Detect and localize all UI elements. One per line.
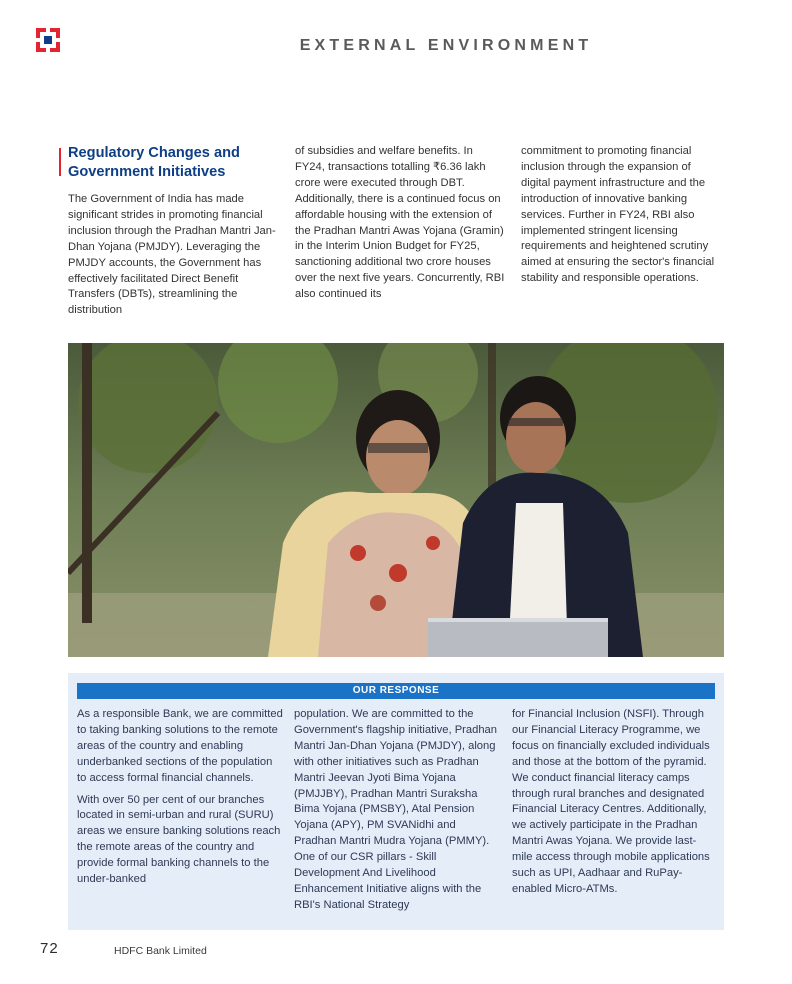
article-column-3 <box>521 144 721 287</box>
response-paragraph: population. We are committed to the Government's flagship initiative, Pradhan Mantri Jan-Dhan Yojana (PMJDY), along with other initiatives such as Pradhan Mantri Jeevan Jyoti Bima Yojana (PMJJBY), Pradhan Mantri Suraksha Bima Yojana (PMSBY), Atal Pension Yojana (APY), PM SVANidhi and Pradhan Mantri Mudra Yojana (PMMY). One of our CSR pillars - Skill Development And Livelihood Enhancement Initiative aligns with the RBI's National Strategy <box>294 708 497 911</box>
response-column-1 <box>77 707 283 888</box>
page-number: 72 <box>40 940 59 957</box>
article-column-1 <box>68 192 280 319</box>
article-title: Regulatory Changes and Government Initiatives <box>68 145 240 180</box>
article-paragraph: of subsidies and welfare benefits. In FY24, transactions totalling ₹6.36 lakh crore were executed through DBT. Additionally, there is a continued focus on affordable housing with the extension of the Pradhan Mantri Awas Yojana (Gramin) in the Interim Union Budget for FY25, sanctioning additional two crore houses over the next five years. Concurrently, RBI also continued its <box>295 145 505 301</box>
response-paragraph: for Financial Inclusion (NSFI). Through our Financial Literacy Programme, we focus on financially excluded individuals and those at the bottom of the pyramid. We conduct financial literacy camps through rural branches and designated Financial Literacy Centres. Additionally, we actively participate in the Pradhan Mantri Awas Yojana. We provide last-mile access through mobile applications such as UPI, Aadhaar and RuPay-enabled Micro-ATMs. <box>512 708 710 895</box>
section-title: EXTERNAL ENVIRONMENT <box>299 37 593 54</box>
article-paragraph: commitment to promoting financial inclusion through the expansion of digital payment infrastructure and the introduction of innovative banking services. Further in FY24, RBI also implemented stringent licensing requirements and heightened scrutiny aimed at ensuring the sector's financial stability and responsible operations. <box>521 145 715 285</box>
response-column-3 <box>512 707 716 898</box>
our-response-box <box>68 673 724 930</box>
footer-company-name: HDFC Bank Limited <box>114 945 207 957</box>
response-paragraph: As a responsible Bank, we are committed to taking banking solutions to the remote areas of the country and enabling underbanked sections of the population to access formal financial channels. <box>77 708 283 784</box>
title-accent-bar <box>59 148 61 176</box>
our-response-banner: OUR RESPONSE <box>77 683 715 699</box>
photo-two-women-laptop <box>68 343 724 657</box>
article-paragraph: The Government of India has made significant strides in promoting financial inclusion through the Pradhan Mantri Jan-Dhan Yojana (PMJDY). Leveraging the PMJDY accounts, the Government has effectively facilitated Direct Benefit Transfers (DBTs), streamlining the distribution <box>68 193 276 317</box>
article-column-2 <box>295 144 505 303</box>
response-paragraph: With over 50 per cent of our branches located in semi-urban and rural (SURU) areas we ensure banking solutions reach the remote areas of the country and provide formal banking channels to the under-banked <box>77 793 281 886</box>
response-column-2 <box>294 707 498 914</box>
